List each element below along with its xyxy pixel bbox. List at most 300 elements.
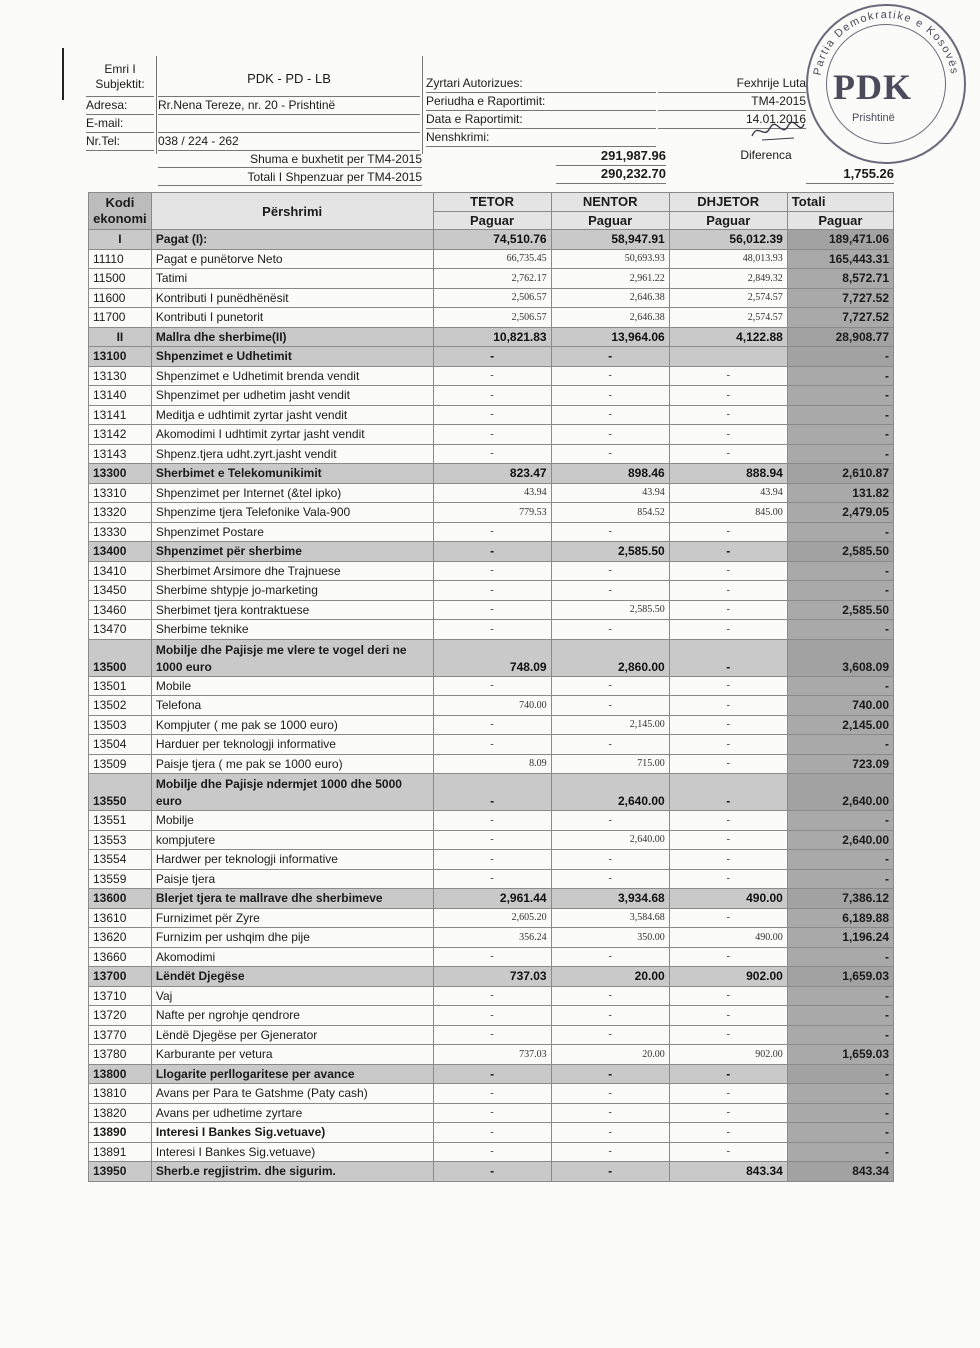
row-nentor: -	[551, 522, 669, 542]
row-total: 2,585.50	[787, 600, 893, 620]
row-description: Lëndët Djegëse	[151, 967, 433, 987]
col-subheader-paguar: Paguar	[551, 211, 669, 230]
row-description: Paisje tjera	[151, 869, 433, 889]
data-label: Data e Raportimit:	[426, 112, 656, 129]
row-total: 7,727.52	[787, 308, 893, 328]
table-row	[89, 869, 894, 889]
row-description: Vaj	[151, 986, 433, 1006]
row-description: Karburante per vetura	[151, 1045, 433, 1065]
row-nentor: 2,640.00	[551, 830, 669, 850]
table-row	[89, 986, 894, 1006]
row-tetor: 2,961.44	[433, 889, 551, 909]
tel-label: Nr.Tel:	[86, 134, 154, 151]
row-total: -	[787, 735, 893, 755]
row-nentor: 20.00	[551, 967, 669, 987]
row-nentor: -	[551, 425, 669, 445]
zyrtari-label: Zyrtari Autorizues:	[426, 76, 656, 93]
table-row	[89, 774, 894, 811]
row-total: -	[787, 947, 893, 967]
row-tetor: -	[433, 347, 551, 367]
row-tetor: 74,510.76	[433, 230, 551, 250]
row-nentor: -	[551, 444, 669, 464]
row-total: -	[787, 1142, 893, 1162]
row-tetor: -	[433, 1162, 551, 1182]
table-row	[89, 1162, 894, 1182]
row-total: -	[787, 386, 893, 406]
row-dhjetor: -	[669, 1142, 787, 1162]
row-total: 2,479.05	[787, 503, 893, 523]
row-total: -	[787, 444, 893, 464]
email-label: E-mail:	[86, 116, 154, 133]
row-description: Blerjet tjera te mallrave dhe sherbimeve	[151, 889, 433, 909]
row-nentor: 715.00	[551, 754, 669, 774]
row-description: Sherbimet Arsimore dhe Trajnuese	[151, 561, 433, 581]
row-dhjetor: 43.94	[669, 483, 787, 503]
table-row	[89, 676, 894, 696]
row-nentor: -	[551, 1064, 669, 1084]
row-code: 13330	[89, 522, 152, 542]
row-description: Kontributi I punëdhënësit	[151, 288, 433, 308]
row-description: Sherbimet tjera kontraktuese	[151, 600, 433, 620]
signature-mark	[748, 118, 808, 144]
row-dhjetor: -	[669, 542, 787, 562]
row-tetor: -	[433, 620, 551, 640]
row-code: 13820	[89, 1103, 152, 1123]
row-dhjetor: 2,574.57	[669, 288, 787, 308]
table-row	[89, 347, 894, 367]
row-total: -	[787, 366, 893, 386]
adresa-value: Rr.Nena Tereze, nr. 20 - Prishtinë	[158, 98, 420, 115]
buxheti-value: 291,987.96	[556, 148, 666, 166]
row-tetor: 356.24	[433, 928, 551, 948]
row-description: Shpenzimet e Udhetimit brenda vendit	[151, 366, 433, 386]
row-total: 843.34	[787, 1162, 893, 1182]
row-description: Nafte per ngrohje qendrore	[151, 1006, 433, 1026]
table-row	[89, 483, 894, 503]
row-nentor: 3,584.68	[551, 908, 669, 928]
table-row	[89, 1045, 894, 1065]
row-nentor: 20.00	[551, 1045, 669, 1065]
row-nentor: -	[551, 561, 669, 581]
row-dhjetor: -	[669, 366, 787, 386]
row-description: Mallra dhe sherbime(II)	[151, 327, 433, 347]
row-code: 13810	[89, 1084, 152, 1104]
row-description: Akomodimi I udhtimit zyrtar jasht vendit	[151, 425, 433, 445]
row-description: Llogarite perllogaritese per avance	[151, 1064, 433, 1084]
row-code: 13450	[89, 581, 152, 601]
row-tetor: -	[433, 1103, 551, 1123]
report-header	[86, 56, 896, 184]
row-code: 13141	[89, 405, 152, 425]
col-header-dhjetor: DHJETOR	[669, 193, 787, 212]
col-header-totali: Totali	[787, 193, 893, 212]
row-dhjetor: -	[669, 754, 787, 774]
row-nentor: 898.46	[551, 464, 669, 484]
table-row	[89, 1025, 894, 1045]
row-code: 13500	[89, 639, 152, 676]
row-tetor: -	[433, 1006, 551, 1026]
zyrtari-value: Fexhrije Luta	[658, 76, 806, 93]
row-nentor: 2,145.00	[551, 715, 669, 735]
row-code: 11600	[89, 288, 152, 308]
row-nentor: -	[551, 386, 669, 406]
row-dhjetor: 888.94	[669, 464, 787, 484]
emri-label: Emri I Subjektit:	[86, 62, 154, 97]
row-description: Sherbime teknike	[151, 620, 433, 640]
row-tetor: -	[433, 1084, 551, 1104]
row-dhjetor: 56,012.39	[669, 230, 787, 250]
col-header-tetor: TETOR	[433, 193, 551, 212]
row-code: II	[89, 327, 152, 347]
row-description: Lëndë Djegëse per Gjenerator	[151, 1025, 433, 1045]
row-total: 165,443.31	[787, 249, 893, 269]
row-code: 13551	[89, 811, 152, 831]
row-tetor: -	[433, 715, 551, 735]
row-code: 13550	[89, 774, 152, 811]
row-total: 131.82	[787, 483, 893, 503]
row-tetor: -	[433, 522, 551, 542]
row-code: 13300	[89, 464, 152, 484]
row-nentor: -	[551, 735, 669, 755]
row-tetor: 2,762.17	[433, 269, 551, 289]
expenses-table	[88, 192, 894, 1182]
row-code: 13780	[89, 1045, 152, 1065]
row-nentor: -	[551, 676, 669, 696]
row-description: Kontributi I punetorit	[151, 308, 433, 328]
row-code: 13660	[89, 947, 152, 967]
row-description: Sherbime shtypje jo-marketing	[151, 581, 433, 601]
row-tetor: -	[433, 676, 551, 696]
row-nentor: -	[551, 405, 669, 425]
row-code: 13320	[89, 503, 152, 523]
row-tetor: -	[433, 444, 551, 464]
table-row	[89, 696, 894, 716]
row-dhjetor: 490.00	[669, 928, 787, 948]
row-tetor: 66,735.45	[433, 249, 551, 269]
row-tetor: 737.03	[433, 1045, 551, 1065]
row-code: 11110	[89, 249, 152, 269]
stamp-city: Prishtinë	[852, 112, 895, 124]
row-tetor: -	[433, 425, 551, 445]
row-total: -	[787, 811, 893, 831]
tel-value: 038 / 224 - 262	[158, 134, 420, 151]
row-code: 13710	[89, 986, 152, 1006]
row-description: Mobilje	[151, 811, 433, 831]
table-row	[89, 908, 894, 928]
row-dhjetor: -	[669, 1064, 787, 1084]
header-divider	[422, 56, 423, 154]
row-tetor: -	[433, 386, 551, 406]
row-nentor: -	[551, 1142, 669, 1162]
row-code: 13720	[89, 1006, 152, 1026]
col-subheader-paguar: Paguar	[787, 211, 893, 230]
header-divider	[156, 56, 157, 154]
row-description: Shpenzime tjera Telefonike Vala-900	[151, 503, 433, 523]
row-tetor: -	[433, 986, 551, 1006]
row-dhjetor: -	[669, 386, 787, 406]
table-row	[89, 444, 894, 464]
row-description: Shpenzimet per Internet (&tel ipko)	[151, 483, 433, 503]
row-description: Telefona	[151, 696, 433, 716]
row-code: 13310	[89, 483, 152, 503]
table-row	[89, 850, 894, 870]
row-total: -	[787, 1064, 893, 1084]
row-dhjetor: 843.34	[669, 1162, 787, 1182]
row-total: 7,727.52	[787, 288, 893, 308]
row-dhjetor: -	[669, 986, 787, 1006]
row-total: -	[787, 1006, 893, 1026]
shpenzuar-label: Totali I Shpenzuar per TM4-2015	[158, 170, 422, 186]
row-nentor: 58,947.91	[551, 230, 669, 250]
table-row	[89, 405, 894, 425]
svg-text:Partia Demokratike e Kosovës: Partia Demokratike e Kosovës	[811, 8, 961, 77]
row-code: 13503	[89, 715, 152, 735]
table-row	[89, 425, 894, 445]
table-row	[89, 542, 894, 562]
row-tetor: 2,506.57	[433, 308, 551, 328]
table-row	[89, 754, 894, 774]
row-dhjetor: 490.00	[669, 889, 787, 909]
table-row	[89, 249, 894, 269]
table-row	[89, 1064, 894, 1084]
row-tetor: 2,605.20	[433, 908, 551, 928]
row-nentor: -	[551, 581, 669, 601]
row-dhjetor: -	[669, 830, 787, 850]
row-code: 13770	[89, 1025, 152, 1045]
row-description: Furnizim per ushqim dhe pije	[151, 928, 433, 948]
table-row	[89, 230, 894, 250]
email-value	[158, 116, 420, 133]
row-tetor: -	[433, 542, 551, 562]
table-row	[89, 1142, 894, 1162]
row-total: 723.09	[787, 754, 893, 774]
row-description: Akomodimi	[151, 947, 433, 967]
table-row	[89, 1084, 894, 1104]
row-total: -	[787, 986, 893, 1006]
row-dhjetor: 48,013.93	[669, 249, 787, 269]
row-tetor: -	[433, 366, 551, 386]
row-nentor: -	[551, 1025, 669, 1045]
row-nentor: -	[551, 1006, 669, 1026]
diferenca-label: Diferenca	[740, 148, 792, 162]
row-code: 13502	[89, 696, 152, 716]
emri-value: PDK - PD - LB	[158, 62, 420, 97]
row-dhjetor: -	[669, 639, 787, 676]
row-description: kompjutere	[151, 830, 433, 850]
periudha-value: TM4-2015	[658, 94, 806, 111]
row-tetor: -	[433, 947, 551, 967]
row-description: Mobile	[151, 676, 433, 696]
row-total: 6,189.88	[787, 908, 893, 928]
table-row	[89, 464, 894, 484]
row-nentor: -	[551, 1162, 669, 1182]
table-row	[89, 308, 894, 328]
row-total: 2,145.00	[787, 715, 893, 735]
row-tetor: 823.47	[433, 464, 551, 484]
row-nentor: 2,585.50	[551, 542, 669, 562]
table-row	[89, 830, 894, 850]
row-code: 13891	[89, 1142, 152, 1162]
row-description: Pagat e punëtorve Neto	[151, 249, 433, 269]
row-nentor: -	[551, 366, 669, 386]
row-dhjetor: -	[669, 581, 787, 601]
row-total: 740.00	[787, 696, 893, 716]
row-nentor: -	[551, 986, 669, 1006]
row-dhjetor: -	[669, 947, 787, 967]
row-nentor: -	[551, 1103, 669, 1123]
row-dhjetor: -	[669, 715, 787, 735]
row-description: Kompjuter ( me pak se 1000 euro)	[151, 715, 433, 735]
diferenca-value: 1,755.26	[806, 166, 894, 184]
row-description: Sherb.e regjistrim. dhe sigurim.	[151, 1162, 433, 1182]
row-code: 13610	[89, 908, 152, 928]
row-nentor: 2,646.38	[551, 308, 669, 328]
row-tetor: 8.09	[433, 754, 551, 774]
row-total: 2,585.50	[787, 542, 893, 562]
row-nentor: 2,646.38	[551, 288, 669, 308]
adresa-label: Adresa:	[86, 98, 154, 115]
row-tetor: 43.94	[433, 483, 551, 503]
table-row	[89, 715, 894, 735]
col-header-nentor: NENTOR	[551, 193, 669, 212]
row-nentor: 2,860.00	[551, 639, 669, 676]
shpenzuar-value: 290,232.70	[556, 166, 666, 184]
row-description: Mobilje dhe Pajisje ndermjet 1000 dhe 5000 euro	[151, 774, 433, 811]
row-code: 13553	[89, 830, 152, 850]
table-row	[89, 639, 894, 676]
row-total: -	[787, 1123, 893, 1143]
row-nentor: 3,934.68	[551, 889, 669, 909]
row-nentor: -	[551, 696, 669, 716]
col-header-pershkrimi: Përshrimi	[151, 193, 433, 230]
row-description: Shpenz.tjera udht.zyrt.jasht vendit	[151, 444, 433, 464]
row-dhjetor: -	[669, 1025, 787, 1045]
row-tetor: -	[433, 735, 551, 755]
table-row	[89, 581, 894, 601]
row-dhjetor: -	[669, 620, 787, 640]
row-code: 13950	[89, 1162, 152, 1182]
row-tetor: 10,821.83	[433, 327, 551, 347]
row-dhjetor: -	[669, 908, 787, 928]
row-dhjetor	[669, 347, 787, 367]
row-description: Shpenzimet per udhetim jasht vendit	[151, 386, 433, 406]
row-total: 8,572.71	[787, 269, 893, 289]
row-dhjetor: -	[669, 1103, 787, 1123]
row-description: Meditja e udhtimit zyrtar jasht vendit	[151, 405, 433, 425]
row-code: I	[89, 230, 152, 250]
row-nentor: -	[551, 850, 669, 870]
row-dhjetor: -	[669, 405, 787, 425]
row-tetor: 737.03	[433, 967, 551, 987]
row-code: 13143	[89, 444, 152, 464]
buxheti-label: Shuma e buxhetit per TM4-2015	[158, 152, 422, 168]
row-code: 13700	[89, 967, 152, 987]
row-description: Sherbimet e Telekomunikimit	[151, 464, 433, 484]
table-row	[89, 928, 894, 948]
row-nentor: -	[551, 347, 669, 367]
row-code: 13400	[89, 542, 152, 562]
row-nentor: -	[551, 1123, 669, 1143]
row-total: -	[787, 405, 893, 425]
row-code: 13410	[89, 561, 152, 581]
row-nentor: 43.94	[551, 483, 669, 503]
row-tetor: -	[433, 811, 551, 831]
row-tetor: -	[433, 1142, 551, 1162]
row-nentor: 350.00	[551, 928, 669, 948]
row-total: -	[787, 561, 893, 581]
row-code: 13800	[89, 1064, 152, 1084]
row-dhjetor: -	[669, 811, 787, 831]
row-total: 28,908.77	[787, 327, 893, 347]
row-nentor: -	[551, 620, 669, 640]
row-total: 3,608.09	[787, 639, 893, 676]
row-description: Interesi I Bankes Sig.vetuave)	[151, 1142, 433, 1162]
row-total: -	[787, 425, 893, 445]
row-dhjetor: -	[669, 1006, 787, 1026]
table-row	[89, 1103, 894, 1123]
row-total: 2,640.00	[787, 774, 893, 811]
row-description: Avans per udhetime zyrtare	[151, 1103, 433, 1123]
row-total: -	[787, 869, 893, 889]
row-code: 11500	[89, 269, 152, 289]
row-total: 189,471.06	[787, 230, 893, 250]
row-total: 1,659.03	[787, 967, 893, 987]
row-tetor: 779.53	[433, 503, 551, 523]
row-code: 13890	[89, 1123, 152, 1143]
row-nentor: 854.52	[551, 503, 669, 523]
row-nentor: -	[551, 811, 669, 831]
row-code: 13460	[89, 600, 152, 620]
row-dhjetor: 4,122.88	[669, 327, 787, 347]
row-total: -	[787, 620, 893, 640]
table-row	[89, 735, 894, 755]
row-code: 13100	[89, 347, 152, 367]
row-total: -	[787, 522, 893, 542]
row-dhjetor: -	[669, 696, 787, 716]
row-total: 2,640.00	[787, 830, 893, 850]
row-dhjetor: 902.00	[669, 1045, 787, 1065]
table-row	[89, 503, 894, 523]
row-nentor: -	[551, 869, 669, 889]
row-tetor: -	[433, 774, 551, 811]
row-dhjetor: 2,574.57	[669, 308, 787, 328]
row-dhjetor: -	[669, 425, 787, 445]
table-row	[89, 811, 894, 831]
row-code: 13509	[89, 754, 152, 774]
row-nentor: 50,693.93	[551, 249, 669, 269]
row-description: Paisje tjera ( me pak se 1000 euro)	[151, 754, 433, 774]
row-description: Avans per Para te Gatshme (Paty cash)	[151, 1084, 433, 1104]
table-row	[89, 889, 894, 909]
row-description: Shpenzimet Postare	[151, 522, 433, 542]
row-tetor: -	[433, 1064, 551, 1084]
row-description: Harduer per teknologji informative	[151, 735, 433, 755]
nenshkrimi-label: Nenshkrimi:	[426, 130, 656, 147]
table-row	[89, 288, 894, 308]
row-code: 13600	[89, 889, 152, 909]
row-total: -	[787, 581, 893, 601]
table-row	[89, 967, 894, 987]
row-total: -	[787, 850, 893, 870]
table-row	[89, 947, 894, 967]
row-dhjetor: -	[669, 1123, 787, 1143]
row-description: Interesi I Bankes Sig.vetuave)	[151, 1123, 433, 1143]
row-description: Pagat (I):	[151, 230, 433, 250]
col-subheader-paguar: Paguar	[669, 211, 787, 230]
row-total: 2,610.87	[787, 464, 893, 484]
row-nentor: -	[551, 947, 669, 967]
table-row	[89, 366, 894, 386]
